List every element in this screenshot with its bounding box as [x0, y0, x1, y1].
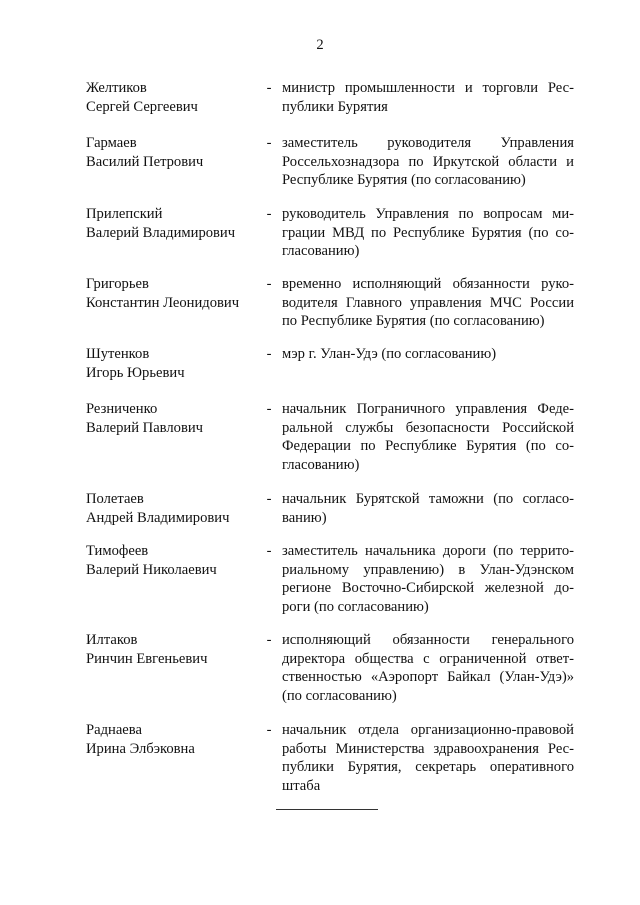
member-role [282, 490, 574, 527]
member-role [282, 205, 574, 261]
member-given-name: Сергей Сергеевич [86, 98, 198, 115]
role-line: регионе Восточно-Сибирской железной до- [282, 580, 574, 596]
member-surname: Прилепский [86, 206, 163, 222]
role-line: риальному управлению) в Улан-Удэнском [282, 561, 574, 578]
member-name [86, 79, 256, 116]
role-line: руководитель Управления по вопросам ми- [282, 206, 574, 222]
member-entry [86, 631, 574, 721]
member-entry [86, 345, 574, 400]
member-name [86, 542, 256, 579]
member-role [282, 542, 574, 616]
member-given-name: Андрей Владимирович [86, 509, 230, 526]
role-line: директора общества с ограниченной ответ- [282, 650, 574, 667]
member-surname: Шутенков [86, 346, 150, 362]
member-name [86, 134, 256, 171]
member-surname: Желтиков [86, 80, 147, 96]
member-role [282, 345, 574, 364]
role-line: временно исполняющий обязанности руко- [282, 276, 574, 292]
role-line: работы Министерства здравоохранения Рес- [282, 740, 574, 757]
member-given-name: Игорь Юрьевич [86, 364, 185, 381]
member-entry [86, 542, 574, 631]
member-given-name: Ирина Элбэковна [86, 740, 195, 757]
dash-separator: - [266, 632, 272, 648]
role-line: публики Бурятия, секретарь оперативного [282, 759, 574, 775]
dash-separator: - [266, 722, 272, 738]
role-line: (по согласованию) [282, 687, 397, 704]
member-given-name: Валерий Николаевич [86, 561, 217, 578]
role-line: Федерации по Республике Бурятия (по со- [282, 438, 574, 454]
role-line: водителя Главного управления МЧС России [282, 294, 574, 311]
member-role [282, 275, 574, 331]
member-surname: Григорьев [86, 276, 149, 292]
member-entry [86, 490, 574, 542]
member-name [86, 721, 256, 758]
member-list [86, 79, 574, 801]
role-line: Россельхознадзора по Иркутской области и [282, 153, 574, 170]
member-given-name: Валерий Павлович [86, 419, 203, 436]
dash-separator: - [266, 135, 272, 151]
dash-separator: - [266, 491, 272, 507]
role-line: гласованию) [282, 456, 360, 473]
role-line: гласованию) [282, 243, 360, 259]
member-role [282, 79, 574, 116]
member-name [86, 490, 256, 527]
role-line: начальник Бурятской таможни (по согласо- [282, 491, 574, 507]
member-role [282, 721, 574, 795]
member-name [86, 400, 256, 437]
role-line: Республике Бурятия (по согласованию) [282, 172, 526, 188]
member-name [86, 205, 256, 242]
role-line: ральной службы безопасности Российской [282, 419, 574, 436]
member-surname: Илтаков [86, 632, 138, 648]
role-line: ванию) [282, 509, 327, 526]
role-line: роги (по согласованию) [282, 598, 429, 615]
member-surname: Раднаева [86, 722, 142, 738]
dash-separator: - [266, 346, 272, 362]
member-given-name: Ринчин Евгеньевич [86, 650, 208, 667]
role-line: заместитель руководителя Управления [282, 135, 574, 151]
member-name [86, 631, 256, 668]
member-given-name: Василий Петрович [86, 153, 204, 170]
dash-separator: - [266, 206, 272, 222]
member-role [282, 631, 574, 705]
role-line: мэр г. Улан-Удэ (по согласованию) [282, 346, 497, 362]
dash-separator: - [266, 543, 272, 559]
member-role [282, 400, 574, 474]
page-number: 2 [316, 37, 324, 53]
member-surname: Полетаев [86, 491, 144, 507]
role-line: грации МВД по Республике Бурятия (по со- [282, 224, 574, 241]
role-line: начальник отдела организационно-правовой [282, 722, 574, 738]
member-name [86, 345, 256, 382]
member-entry [86, 400, 574, 490]
role-line: заместитель начальника дороги (по террито- [282, 543, 574, 559]
member-given-name: Константин Леонидович [86, 294, 240, 311]
member-entry [86, 205, 574, 275]
member-role [282, 134, 574, 190]
member-given-name: Валерий Владимирович [86, 224, 236, 241]
role-line: штаба [282, 777, 321, 794]
dash-separator: - [266, 276, 272, 292]
end-separator-line [276, 809, 378, 810]
role-line: ственностью «Аэропорт Байкал (Улан-Удэ)» [282, 669, 574, 685]
dash-separator: - [266, 80, 272, 96]
member-entry [86, 721, 574, 801]
role-line: по Республике Бурятия (по согласованию) [282, 313, 545, 329]
role-line: публики Бурятия [282, 98, 388, 115]
role-line: министр промышленности и торговли Рес- [282, 80, 574, 96]
dash-separator: - [266, 401, 272, 417]
role-line: начальник Пограничного управления Феде- [282, 401, 574, 417]
member-entry [86, 275, 574, 345]
member-surname: Гармаев [86, 135, 137, 151]
role-line: исполняющий обязанности генерального [282, 632, 574, 648]
member-surname: Тимофеев [86, 543, 149, 559]
member-entry [86, 79, 574, 134]
member-name [86, 275, 256, 312]
member-entry [86, 134, 574, 205]
member-surname: Резниченко [86, 401, 158, 417]
